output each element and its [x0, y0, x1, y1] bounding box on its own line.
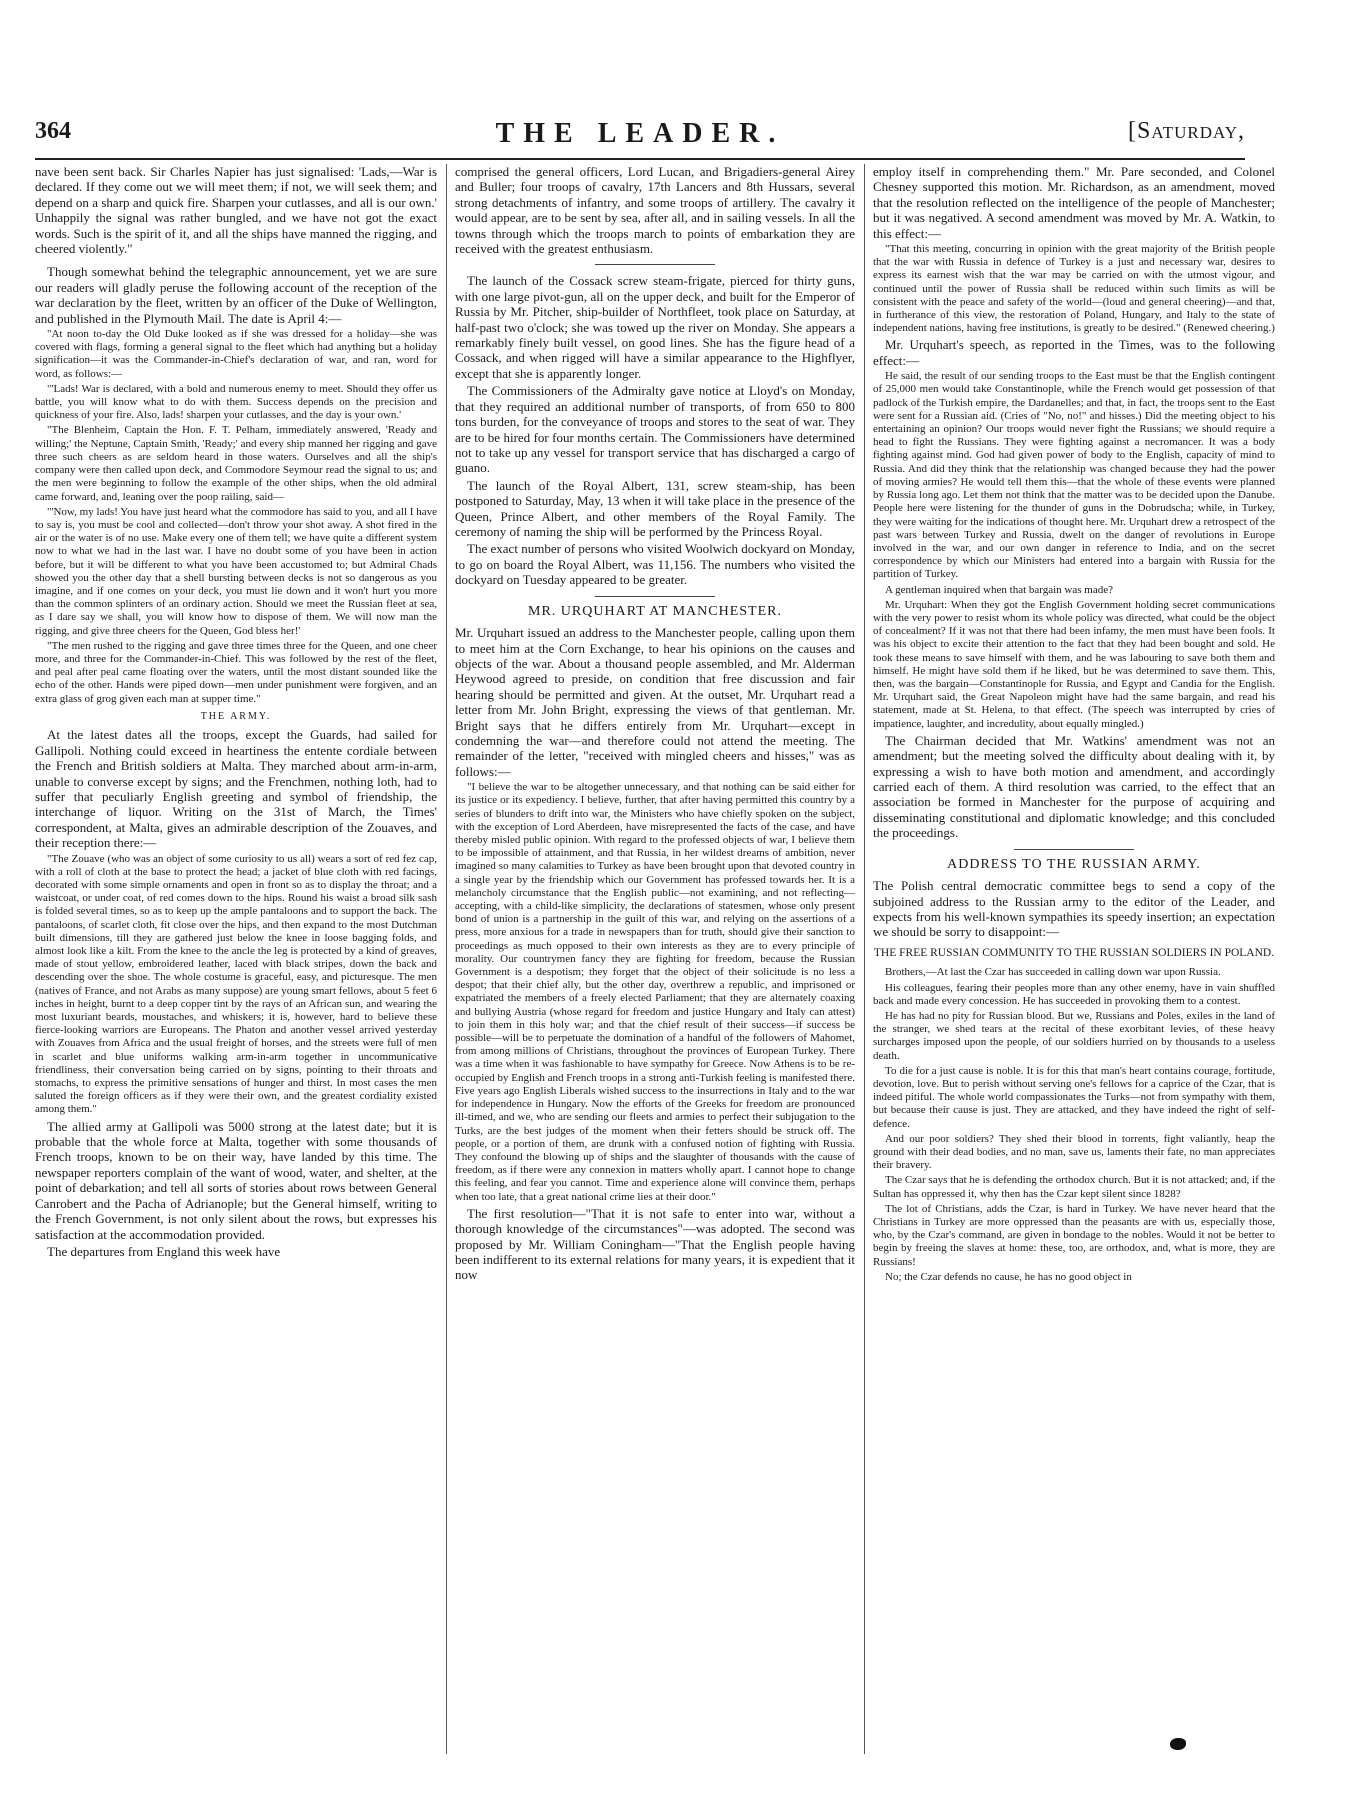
paragraph: Though somewhat behind the telegraphic announcement, yet we are sure our readers will gladly peruse the following account of the reception of the war declaration by the fleet, written by an officer of the Duke of Wellington, and published in the Plymouth Mail. The date is April 4:— — [35, 264, 437, 326]
quotation: "I believe the war to be altogether unnecessary, and that nothing can be said either for its justice or its expediency. I believe, further, that after having permitted this country by a series of blunders to drift into war, the Ministers who have chiefly spoken on the subject, with the exception of Lord Aberdeen, have misrepresented the facts of the case, and have thereby misled public opinion. With regard to the professed objects of war, I believe them to be impossible of attainment, and that Russia, in her wildest dreams of ambition, never imagined so many calamities to Turkey as have been brought upon that devoted country in a single year by the friendship which our Government has professed towards her. It is a melancholy circumstance that the English public—not examining, and not reflecting—accepting, with a child-like simplicity, the declarations of statesmen, whose only present bond of union is a partnership in the guilt of this war, and relying on the assertions of a press, more anxious for a trade in newspapers than for truth, should give their sanction to proceedings as much opposed to their own interests as they are to every principle of morality. Our countrymen fancy they are fighting for freedom, because the Russian Government is a despotism; they forget that the object of their solicitude is no less a despot; that their chief ally, but the other day, overthrew a republic, and imprisoned or expatriated the members of a freely elected Parliament; that they are alternately coaxing and bullying Austria (whose regard for freedom and justice Hungary and Italy can attest) to join them in this holy war; and that the chief result of their success—if success be possible—will be to perpetuate the domination of a handful of the followers of Mahomet, from among millions of Christians, throughout the provinces of European Turkey. There was a time when it was fashionable to have sympathy for Greece. Now Athens is to be re-occupied by English and French troops in a strong anti-Turkish feeling is manifested there. Five years ago English Liberals wished success to the insurrections in Italy and to the war for independence in Hungary. Now the efforts of the Greeks for freedom are pronounced ill-timed, and we, who are sending our fleets and armies to perfect their subjugation to the Turks, are the best judges of the moment when their fetters should be struck off. The people, or a portion of them, are drunk with a confused notion of fighting with Russia. They confound the blowing up of ships and the slaughter of thousands with the cause of freedom, as if there were any connexion in matters wholly apart. I cannot hope to change this feeling, and fear you cannot. Time and experience alone will convince them, perhaps when too late, that a great national crime lies at their door." — [455, 781, 855, 1203]
quotation: Brothers,—At last the Czar has succeeded in calling down war upon Russia. — [885, 966, 1221, 979]
page-header — [35, 118, 1245, 158]
paragraph: comprised the general officers, Lord Lucan, and Brigadiers-general Airey and Buller; four troops of cavalry, 17th Lancers and 8th Hussars, several strong detachments of infantry, and some troops of artillery. The cavalry it would appear, are to be sent by sea, after all, and in sailing vessels. In all the towns through which the troops march to points of embarkation they are received with the greatest enthusiasm. — [455, 164, 855, 257]
article-heading: ADDRESS TO THE RUSSIAN ARMY. — [947, 856, 1201, 872]
paragraph: The first resolution—"That it is not safe to enter into war, without a thorough knowledge of the circumstances"—was adopted. The second was proposed by Mr. William Coningham—"That the English people having been indifferent to its external relations for many years, it is expedient that it now — [455, 1205, 855, 1283]
column-3 — [873, 164, 1275, 1754]
paragraph: The Chairman decided that Mr. Watkins' amendment was not an amendment; but the meeting solved the difficulty about dealing with it, by expressing a wish to have both motion and amendment, and accordingly carried each of them. A third resolution was carried, to the effect that an association be formed in Manchester for the purpose of acquiring and disseminating constitutional and diplomatic knowledge; and this concluded the proceedings. — [873, 732, 1275, 841]
paragraph: The exact number of persons who visited Woolwich dockyard on Monday, to go on board the Royal Albert, was 11,156. The numbers who visited the dockyard on Tuesday appeared to be greater. — [455, 541, 855, 588]
quotation: He has had no pity for Russian blood. But we, Russians and Poles, exiles in the land of the stranger, we shed tears at the recital of these exorbitant levies, of these heavy surcharges imposed upon the people, of our soldiers hurried on by thousands to a useless death. — [873, 1010, 1275, 1062]
column-divider — [446, 164, 447, 1754]
article-heading: MR. URQUHART AT MANCHESTER. — [528, 603, 782, 619]
header-rule — [35, 158, 1245, 160]
paragraph: employ itself in comprehending them." Mr. Pare seconded, and Colonel Chesney supported this motion. Mr. Richardson, as an amendment, moved that the resolution reflected on the intelligence of the people of Manchester; but it was negatived. A second amendment was moved by Mr. A. Watkin, to this effect:— — [873, 164, 1275, 241]
quotation: He said, the result of our sending troops to the East must be that the English contingent of 25,000 men would take Constantinople, while the French would get possession of that padlock of the Turkish empire, the Dardanelles; and that, in fact, the troops sent to the East were sent for a Russian aid. (Cries of "No, no!" and hisses.) Did the meeting object to his entertaining an opinion? Our troops would never fight the Russians; we should require a head to fight the Russians. They were fighting against a necromancer. It was a body fighting against mind. God had given power of body to the English, capacity of mind to Russia. And did they think that the relationship was changed because they had the power of moving armies? He would tell them this—that the whole of these events were planned by Russia long ago. Let them not think that the matter was to be decided upon the Danube. People here were listening for the thunder of guns in the Dobrudscha; while, in Turkey, they were waiting for the indications of thought here. Mr. Urquhart drew a retrospect of the past wars between Turkey and Russia, dwelt on the danger of revolutions in Europe involved in the war, and our own danger in reference to India, and on the secret correspondence by which our Ministers had entered into a bargain with Russia for the partition of Turkey. — [873, 370, 1275, 581]
paragraph: The launch of the Royal Albert, 131, screw steam-ship, has been postponed to Saturday, May, 13 when it will take place in the presence of the Queen, Prince Albert, and other members of the Royal Family. The ceremony of naming the ship will be performed by the Princess Royal. — [455, 477, 855, 539]
quotation: His colleagues, fearing their peoples more than any other enemy, have in vain shuffled back and made every concession. He has succeeded in provoking them to a contest. — [873, 981, 1275, 1007]
quotation: The lot of Christians, adds the Czar, is hard in Turkey. We have never heard that the Christians in Turkey are more oppressed than the peasants are with us, especially those, who, by the Czar's command, are given in bondage to the nobles. Would it not be better to begin by freeing the slaves at home: these, too, are orthodox, and, what is more, they are Russians! — [873, 1202, 1275, 1268]
quotation: "The Blenheim, Captain the Hon. F. T. Pelham, immediately answered, 'Ready and willing;' the Neptune, Captain Smith, 'Ready;' and every ship manned her rigging and gave three such cheers as are seldom heard in those waters. Ourselves and all the ship's company were then called upon deck, and Commodore Seymour read the signal to us; and the men were beginning to follow the example of the other ships, when the old admiral came forward, and, leaning over the poop railing, said— — [35, 424, 437, 503]
paragraph: The allied army at Gallipoli was 5000 strong at the latest date; but it is probable that the whole force at Malta, together with some thousands of French troops, known to be on their way, have landed by this time. The newspaper reporters complain of the want of wood, water, and shelter, at the point of debarkation; and tell all sorts of stories about rows between General Canrobert and the Pacha of Adrianople; but the General himself, writing to the French Government, is not only silent about the rows, but expresses his satisfaction at the accommodation provided. — [35, 1118, 437, 1242]
paragraph: The departures from England this week have — [47, 1243, 281, 1259]
ink-blot — [1170, 1738, 1186, 1750]
quotation: A gentleman inquired when that bargain was made? — [885, 583, 1113, 596]
quotation: And our poor soldiers? They shed their blood in torrents, fight valiantly, heap the ground with their dead bodies, and no man, save us, laments their fate, no man appreciates their bravery. — [873, 1132, 1275, 1172]
quotation: The Czar says that he is defending the orthodox church. But it is not attacked; and, if the Sultan has oppressed it, why then has the Czar kept silent since 1828? — [873, 1174, 1275, 1200]
section-subhead: THE ARMY. — [200, 710, 272, 722]
page-number: 364 — [35, 118, 71, 144]
quotation: "The men rushed to the rigging and gave three times three for the Queen, and one cheer more, and three for the Commander-in-Chief. This was followed by the rest of the fleet, and peal after peal came floating over the waters, until the most distant sounded like the echo of the other. Hands were piped down—men under punishment were forgiven, and an extra glass of grog given each man at supper time." — [35, 639, 437, 705]
paragraph: Mr. Urquhart's speech, as reported in the Times, was to the following effect:— — [873, 337, 1275, 368]
paragraph: nave been sent back. Sir Charles Napier has just signalised: 'Lads,—War is declared. If they come out we will meet them; if not, we will seek them; and depend on a sharp and quick fire. Sharpen your cutlasses, and all is our own.' Unhappily the signal was rather bungled, and we have not got the exact words. Such is the spirit of it, and all the ships have manned the rigging, and cheered violently." — [35, 164, 437, 257]
quotation: "The Zouave (who was an object of some curiosity to us all) wears a sort of red fez cap, with a roll of cloth at the base to protect the head; a jacket of blue cloth with red facings, decorated with some simple ornaments and open in front so as to display the throat; and a waistcoat, or under coat, of red comes down to the hips. Round his waist a broad silk sash is folded several times, so as to keep up the ample pantaloons and to support the back. The pantaloons, of scarlet cloth, fit close over the hips, and then expand to the most Dutchman built dimensions, till they are gathered just below the knee in loose bagging folds, and almost look like a kilt. From the knee to the ancle the leg is protected by a kind of greaves, made of stout yellow, embroidered leather, laced with black stripes, down the back and descending over the shoe. The whole costume is graceful, easy, and picturesque. The men (natives of France, and not Arabs as many suppose) are young smart fellows, about 5 feet 6 inches in height, burnt to a deep copper tint by the rays of an African sun, and wearing the most luxuriant beards, moustaches, and whiskers; it is, however, hard to believe these fierce-looking warriors are Europeans. The Phaton and another vessel arrived yesterday with Zouaves from Africa and the usual freight of horses, and the streets were full of men in scarlet and blue uniforms walking arm-in-arm together in uncommunicative friendliness, their conversation being carried on by signs, pointing to their throats and stomachs, to express the primitive sensations of hunger and thirst. In most cases the men saluted the foreign officers as if they were their own, and the greatest cordiality existed among them." — [35, 852, 437, 1116]
quotation: "At noon to-day the Old Duke looked as if she was dressed for a holiday—she was covered with flags, forming a general signal to the fleet which had anything but a holiday signification—it was the Commander-in-Chief's declaration of war, and ran, word for word, as follows:— — [35, 328, 437, 380]
paragraph: At the latest dates all the troops, except the Guards, had sailed for Gallipoli. Nothing could exceed in heartiness the entente cordiale between the French and British soldiers at Malta. They marched about arm-in-arm, unable to converse except by signs; and the Frenchmen, nothing loth, had to suffer that peculiarly English greeting and symbol of friendship, the interchange of liquor. Writing on the 31st of March, the Times' correspondent, at Malta, gives an admirable description of the Zouaves, and their reception there:— — [35, 727, 437, 851]
separator-rule — [595, 596, 715, 597]
column-2 — [455, 164, 855, 1754]
separator-rule — [595, 264, 715, 265]
column-1 — [35, 164, 437, 1754]
header-day: [Saturday, — [1127, 118, 1245, 144]
paragraph: The launch of the Cossack screw steam-frigate, pierced for thirty guns, with one large pivot-gun, all on the upper deck, and built for the Emperor of Russia by Mr. Pitcher, ship-builder of Northfleet, took place on Saturday, at half-past two o'clock; she was towed up the river on Monday. She appears a remarkably finely built vessel, on good lines. She has the figure head of a Cossack, and when rigged will have a similar appearance to the Highflyer, except that she is apparently longer. — [455, 273, 855, 381]
column-divider — [864, 164, 865, 1754]
quotation: Mr. Urquhart: When they got the English Government holding secret communications with the very power to resist whom its whole policy was directed, what could be the object of concealment? If it was not that there had been infamy, the men must have been fools. It was his object to excite their attention to the fact that they had been bought and sold. He took these means to save himself with them, and he was labouring to save both them and himself. He might have sold them if he liked, but he was determined to save them. This, then, was the bargain—Constantinople for Russia, and Egypt and Candia for the English. Mr. Urquhart said, the Great Napoleon might have had the same bargain, and read his statement, made at St. Helena, to that effect. (The speech was interrupted by cries of impatience, laughter, and incredulity, about equally mingled.) — [873, 598, 1275, 730]
paragraph: The Commissioners of the Admiralty gave notice at Lloyd's on Monday, that they required an additional number of transports, of from 650 to 800 tons burden, for the conveyance of troops and stores to the seat of war. They are to be hired for four months certain. The Commissioners have determined not to take up any vessel for transport service that has discharged a cargo of guano. — [455, 383, 855, 476]
paragraph: Mr. Urquhart issued an address to the Manchester people, calling upon them to meet him at the Corn Exchange, to hear his opinions on the causes and objects of the war. About a thousand people assembled, and Mr. Alderman Heywood agreed to preside, on condition that free discussion and fair hearing should be permitted and given. At the outset, Mr. Urquhart read a letter from Mr. John Bright, expressing the views of that gentleman. Mr. Bright says that he differs entirely from Mr. Urquhart—except in condemning the war—and therefore could not attend the meeting. The remainder of the letter, "received with mingled cheers and hisses," was as follows:— — [455, 625, 855, 779]
quotation: "'Lads! War is declared, with a bold and numerous enemy to meet. Should they offer us battle, you will know what to do with them. Success depends on the precision and quickness of your fire. Also, lads! sharpen your cutlasses, and the day is your own.' — [35, 382, 437, 422]
quotation: "That this meeting, concurring in opinion with the great majority of the British people that the war with Russia in defence of Turkey is a just and necessary war, desires to express its earnest wish that the war may be carried on with the utmost vigour, and continued until the power of Russia shall be reduced within such limits as will be consistent with the peace and safety of the world—(loud and general cheering)—and that, in furtherance of this view, the restoration of Poland, Hungary, and Italy to the state of independent nations, having free institutions, is greatly to be desired." (Renewed cheering.) — [873, 243, 1275, 335]
quotation: To die for a just cause is noble. It is for this that man's heart contains courage, fortitude, devotion, love. But to perish without serving one's fellows for a caprice of the Czar, that is indeed pitiful. The whole world compassionates the Turks—not from sympathy with them, but because their cause is just. They are attacked, and they have indeed the right of self-defence. — [873, 1064, 1275, 1130]
quotation: No; the Czar defends no cause, he has no good object in — [885, 1270, 1132, 1283]
paragraph: The Polish central democratic committee begs to send a copy of the subjoined address to the Russian army to the editor of the Leader, and expects from his well-known sympathies its speedy insertion; an expectation we should be sorry to disappoint:— — [873, 878, 1275, 940]
quotation: "'Now, my lads! You have just heard what the commodore has said to you, and all I have to say is, you must be cool and collected—don't throw your shot away. A shot fired in the air or the water is of no use. Make every one of them tell; we have quite a different system now to what we had in the last war. I have no doubt some of you have been in action before, but it will be different to what you have been accustomed to; but Admiral Chads showed you the other day that a shell bursting between decks is not so dangerous as you imagine, and if one comes on your deck, you must lie down and it won't hurt you more than the common splinters of an ordinary action. Should we meet the Russian fleet at sea, as I dare say we shall, you will know how to dispose of them. We will now man the rigging, and give three cheers for the Queen, God bless her!' — [35, 505, 437, 637]
address-subhead: THE FREE RUSSIAN COMMUNITY TO THE RUSSIAN SOLDIERS IN POLAND. — [873, 946, 1275, 959]
masthead-title: THE LEADER. — [495, 118, 785, 149]
separator-rule — [1014, 849, 1134, 850]
